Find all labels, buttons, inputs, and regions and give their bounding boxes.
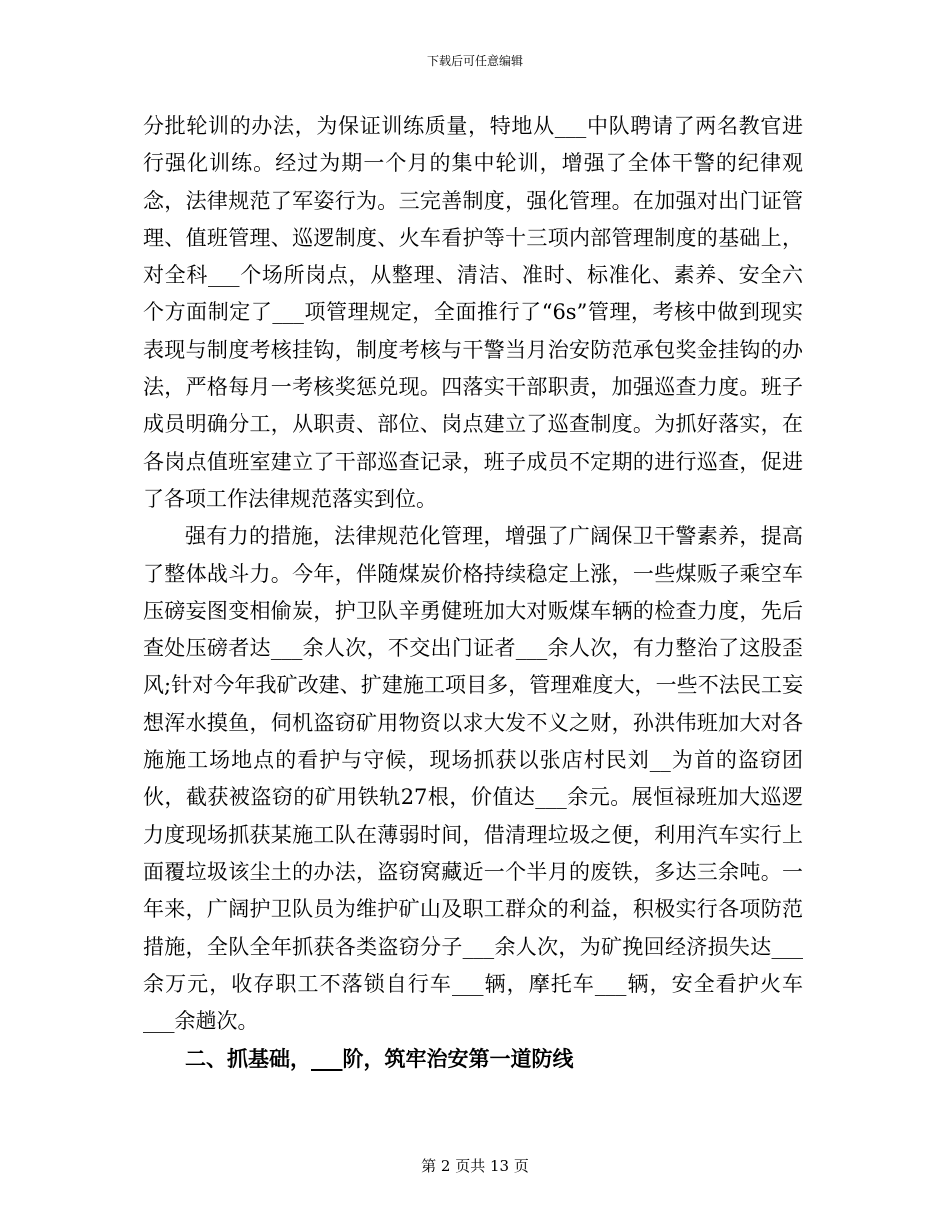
page-footer: 第 2 页共 13 页 [421,1157,529,1175]
page-header: 下载后可任意编辑 [426,54,523,68]
paragraph-2: 强有力的措施，法律规范化管理，增强了广阔保卫干警素养，提高了整体战斗力。今年，伴随煤炭价格持续稳定上涨，一些煤贩子乘空车压磅妄图变相偷炭，护卫队辛勇健班加大对贩煤车辆的检查力度，先后查处压磅者达___余人次，不交出门证者___余人次，有力整治了这股歪风;针对今年我矿改建、扩建施工项目多，管理难度大，一些不法民工妄想浑水摸鱼，伺机盗窃矿用物资以求大发不义之财，孙洪伟班加大对各施施工场地点的看护与守候，现场抓获以张店村民刘__为首的盗窃团伙，截获被盗窃的矿用铁轨27根，价值达___余元。展恒禄班加大巡逻力度现场抓获某施工队在薄弱时间，借清理垃圾之便，利用汽车实行上面覆垃圾该尘土的办法，盗窃窝藏近一个半月的废铁，多达三余吨。一年来，广阔护卫队员为维护矿山及职工群众的利益，积极实行各项防范措施，全队全年抓获各类盗窃分子___余人次，为矿挽回经济损失达___余万元，收存职工不落锁自行车___辆，摩托车___辆，安全看护火车___余趟次。 [143,524,803,1034]
document-body [143,108,803,1078]
section-heading: 二、抓基础，___阶，筑牢治安第一道防线 [185,1046,574,1072]
paragraph-1: 分批轮训的办法，为保证训练质量，特地从___中队聘请了两名教官进行强化训练。经过为期一个月的集中轮训，增强了全体干警的纪律观念，法律规范了军姿行为。三完善制度，强化管理。在加强对出门证管理、值班管理、巡逻制度、火车看护等十三项内部管理制度的基础上，对全科___个场所岗点，从整理、清洁、准时、标准化、素养、安全六个方面制定了___项管理规定，全面推行了“6s”管理，考核中做到现实表现与制度考核挂钩，制度考核与干警当月治安防范承包奖金挂钩的办法，严格每月一考核奖惩兑现。四落实干部职责，加强巡查力度。班子成员明确分工，从职责、部位、岗点建立了巡查制度。为抓好落实，在各岗点值班室建立了干部巡查记录，班子成员不定期的进行巡查，促进了各项工作法律规范落实到位。 [143,114,803,511]
